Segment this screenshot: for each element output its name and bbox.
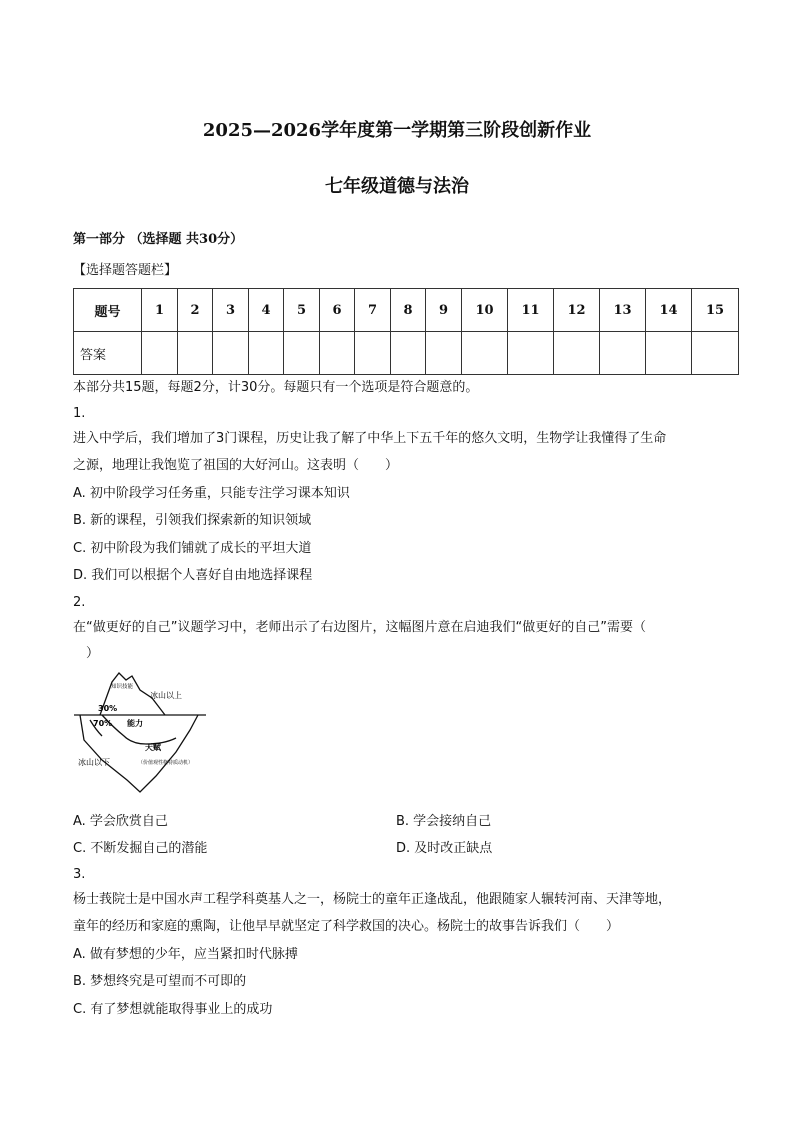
option-b[interactable]: B. 学会接纳自己 [396, 814, 492, 829]
document-title: 2025—2026学年度第一学期第三阶段创新作业 [202, 120, 592, 141]
answer-cell[interactable] [178, 332, 213, 375]
question-stem: 杨士莪院士是中国水声工程学科奠基人之一，杨院士的童年正逢战乱，他跟随家人辗转河南、天津等地， [73, 892, 672, 907]
question-number-cell: 8 [391, 289, 426, 332]
answer-cell[interactable] [320, 332, 355, 375]
question-number-cell: 14 [646, 289, 692, 332]
row-label-number: 题号 [74, 289, 142, 332]
answer-cell[interactable] [646, 332, 692, 375]
question-number-cell: 9 [426, 289, 462, 332]
answer-cell[interactable] [391, 332, 426, 375]
option-c[interactable]: C. 有了梦想就能取得事业上的成功 [73, 1002, 273, 1017]
pct-bottom-label: 70% [93, 719, 113, 728]
question-number: 2. [73, 595, 86, 610]
question-number-cell: 15 [692, 289, 739, 332]
document-subtitle: 七年级道德与法治 [325, 176, 469, 197]
pct-top-label: 30% [98, 704, 118, 713]
option-c[interactable]: C. 初中阶段为我们铺就了成长的平坦大道 [73, 541, 312, 556]
question-number-cell: 10 [462, 289, 508, 332]
answer-sheet-label: 【选择题答题栏】 [73, 263, 178, 278]
knowledge-label: 知识技能 [111, 684, 134, 690]
below-water-label: 冰山以下 [78, 758, 110, 767]
instruction-text: 本部分共15题，每题2分，计30分。每题只有一个选项是符合题意的。 [73, 380, 479, 395]
question-number-cell: 5 [284, 289, 320, 332]
option-a[interactable]: A. 初中阶段学习任务重，只能专注学习课本知识 [73, 486, 350, 501]
question-stem: ） [73, 646, 100, 661]
question-number-cell: 6 [320, 289, 355, 332]
question-stem: 童年的经历和家庭的熏陶，让他早早就坚定了科学救国的决心。杨院士的故事告诉我们（ ） [73, 919, 620, 934]
question-stem: 之源，地理让我饱览了祖国的大好河山。这表明（ ） [73, 458, 399, 473]
answer-cell[interactable] [142, 332, 178, 375]
answer-table [73, 288, 739, 375]
question-number-cell: 11 [508, 289, 554, 332]
question-number-cell: 4 [249, 289, 284, 332]
question-stem: 在“做更好的自己”议题学习中，老师出示了右边图片，这幅图片意在启迪我们“做更好的自己”需要（ [73, 620, 646, 635]
question-number-cell: 12 [554, 289, 600, 332]
question-number-cell: 1 [142, 289, 178, 332]
answer-cell[interactable] [284, 332, 320, 375]
option-b[interactable]: B. 新的课程，引领我们探索新的知识领域 [73, 513, 312, 528]
question-number-cell: 13 [600, 289, 646, 332]
answer-cell[interactable] [426, 332, 462, 375]
answer-cell[interactable] [249, 332, 284, 375]
row-label-answer: 答案 [74, 332, 142, 375]
question-number-cell: 2 [178, 289, 213, 332]
option-c[interactable]: C. 不断发掘自己的潜能 [73, 841, 208, 856]
answer-cell[interactable] [600, 332, 646, 375]
option-d[interactable]: D. 及时改正缺点 [396, 841, 493, 856]
answer-cell[interactable] [554, 332, 600, 375]
talent-note: （价值观性格特质动机） [138, 760, 194, 766]
talent-label: 天赋 [145, 743, 161, 752]
question-number-cell: 3 [213, 289, 249, 332]
option-a[interactable]: A. 学会欣赏自己 [73, 814, 168, 829]
ability-label: 能力 [127, 719, 143, 728]
option-a[interactable]: A. 做有梦想的少年，应当紧扣时代脉搏 [73, 947, 298, 962]
part-heading: 第一部分 （选择题 共30分） [73, 232, 244, 247]
question-number: 3. [73, 867, 86, 882]
answer-cell[interactable] [692, 332, 739, 375]
answer-cell[interactable] [508, 332, 554, 375]
above-water-label: 冰山以上 [150, 691, 182, 700]
iceberg-figure [72, 668, 212, 798]
answer-cell[interactable] [213, 332, 249, 375]
option-b[interactable]: B. 梦想终究是可望而不可即的 [73, 974, 247, 989]
answer-cell[interactable] [462, 332, 508, 375]
answer-cell[interactable] [355, 332, 391, 375]
option-d[interactable]: D. 我们可以根据个人喜好自由地选择课程 [73, 568, 313, 583]
question-number-cell: 7 [355, 289, 391, 332]
question-stem: 进入中学后，我们增加了3门课程，历史让我了解了中华上下五千年的悠久文明，生物学让我懂得了生命 [73, 431, 667, 446]
question-number: 1. [73, 406, 86, 421]
